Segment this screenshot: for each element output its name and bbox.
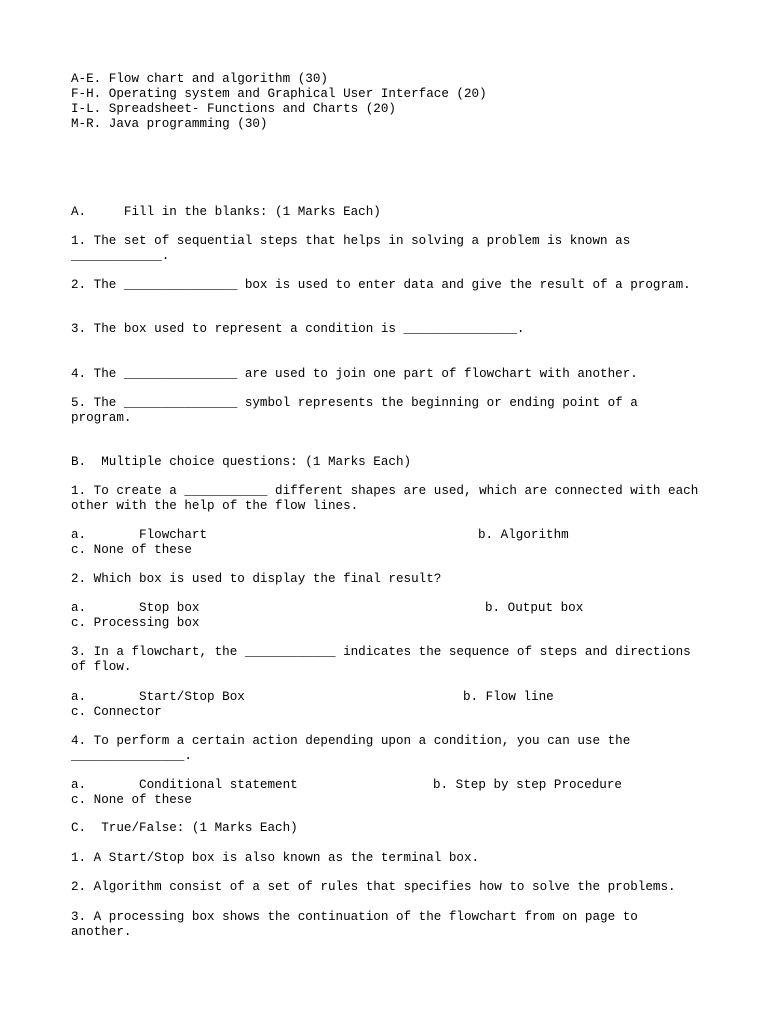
question-text: 2. The _______________ box is used to enter data and give the result of a program. [71,278,691,292]
option-a: a. Conditional statement [71,778,298,792]
syllabus-line: I-L. Spreadsheet- Functions and Charts (20) [71,102,396,116]
question-text: 1. To create a ___________ different shapes are used, which are connected with each [71,484,699,498]
question-text: ____________. [71,249,170,263]
option-b: b. Step by step Procedure [433,778,622,792]
option-b: b. Algorithm [478,528,569,542]
question-text: _______________. [71,749,192,763]
question-text: 3. In a flowchart, the ____________ indicates the sequence of steps and directions [71,645,691,659]
syllabus-line: A-E. Flow chart and algorithm (30) [71,72,328,86]
question-text: program. [71,411,132,425]
option-a: a. Stop box [71,601,200,615]
option-a: a. Flowchart [71,528,208,542]
question-text: 2. Algorithm consist of a set of rules that specifies how to solve the problems. [71,880,676,894]
option-b: b. Output box [485,601,584,615]
question-text: of flow. [71,660,132,674]
option-c: c. None of these [71,793,192,807]
option-c: c. Processing box [71,616,200,630]
question-text: 4. The _______________ are used to join one part of flowchart with another. [71,367,638,381]
section-b-heading: B. Multiple choice questions: (1 Marks Each) [71,455,412,469]
syllabus-line: M-R. Java programming (30) [71,117,268,131]
question-text: 2. Which box is used to display the final result? [71,572,442,586]
question-text: 3. A processing box shows the continuation of the flowchart from on page to [71,910,638,924]
question-text: other with the help of the flow lines. [71,499,359,513]
question-text: 4. To perform a certain action depending upon a condition, you can use the [71,734,631,748]
question-text: 5. The _______________ symbol represents the beginning or ending point of a [71,396,638,410]
syllabus-line: F-H. Operating system and Graphical User Interface (20) [71,87,487,101]
option-b: b. Flow line [463,690,554,704]
option-a: a. Start/Stop Box [71,690,245,704]
option-c: c. Connector [71,705,162,719]
question-text: another. [71,925,132,939]
section-a-heading: A. Fill in the blanks: (1 Marks Each) [71,205,381,219]
question-text: 1. A Start/Stop box is also known as the terminal box. [71,851,480,865]
question-text: 1. The set of sequential steps that helps in solving a problem is known as [71,234,631,248]
section-c-heading: C. True/False: (1 Marks Each) [71,821,298,835]
question-text: 3. The box used to represent a condition is _______________. [71,322,525,336]
option-c: c. None of these [71,543,192,557]
